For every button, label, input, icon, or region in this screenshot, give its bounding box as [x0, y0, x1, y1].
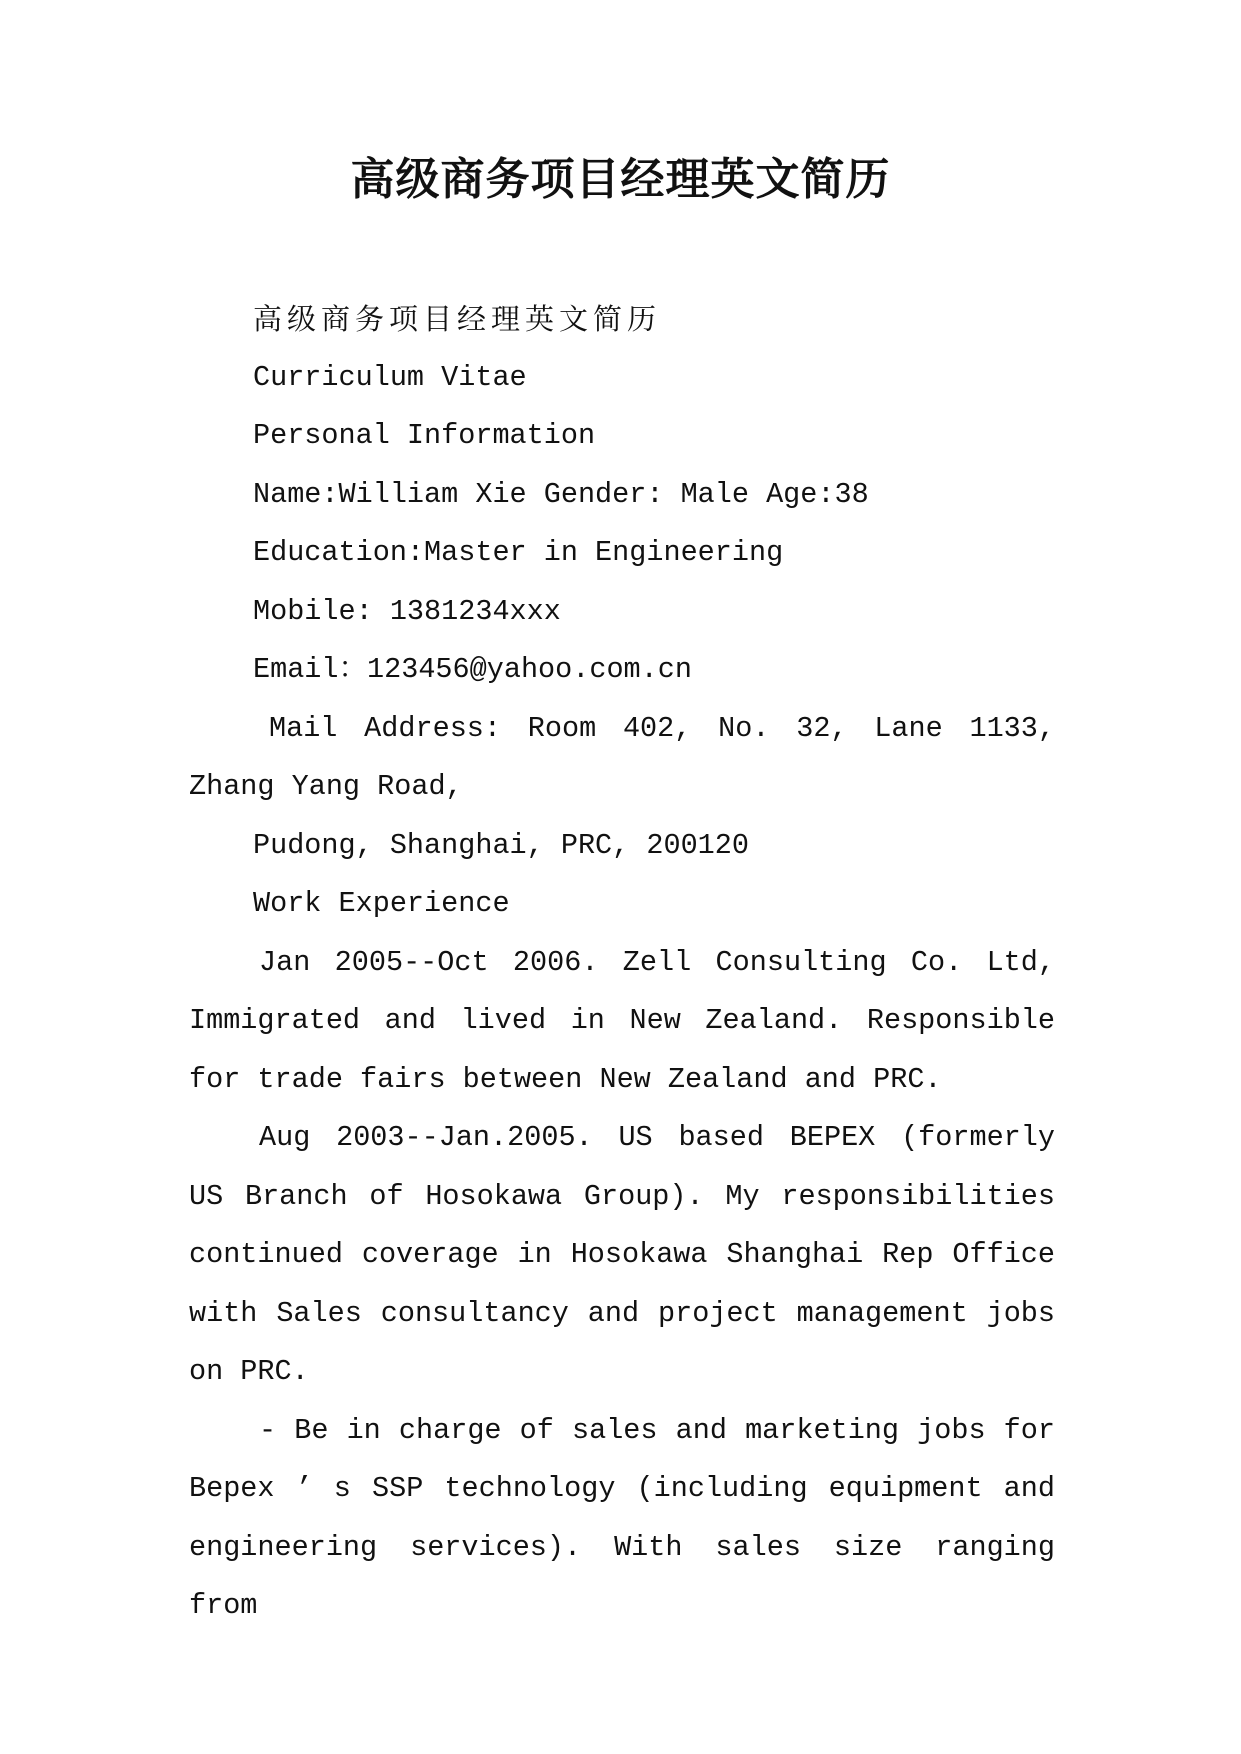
- document-body: [189, 290, 1055, 1636]
- personal-info-heading: Personal Information: [253, 419, 596, 452]
- email-line: Email：123456@yahoo.com.cn: [253, 653, 692, 686]
- education-line: Education:Master in Engineering: [253, 536, 784, 569]
- name-gender-age: Name:William Xie Gender: Male Age:38: [253, 477, 869, 511]
- job-zell-paragraph: Jan 2005--Oct 2006. Zell Consulting Co. Ltd, Immigrated and lived in New Zealand. Responsible for trade fairs between New Zealand and PRC.: [189, 945, 1055, 1096]
- job-bepex-paragraph: Aug 2003--Jan.2005. US based BEPEX (formerly US Branch of Hosokawa Group). My responsibilities continued coverage in Hosokawa Shanghai Rep Office with Sales consultancy and project management jobs on PRC.: [189, 1121, 1055, 1388]
- work-experience-heading: Work Experience: [253, 887, 510, 920]
- document-title: 高级商务项目经理英文简历: [350, 154, 891, 205]
- city-line: Pudong, Shanghai, PRC, 200120: [253, 828, 749, 862]
- mobile-line: Mobile: 1381234xxx: [253, 594, 561, 628]
- cv-label: Curriculum Vitae: [253, 360, 527, 394]
- mail-address-paragraph: Mail Address: Room 402, No. 32, Lane 1133, Zhang Yang Road,: [189, 711, 1055, 803]
- heading-cn: 高级商务项目经理英文简历: [253, 302, 662, 336]
- bullet-sales-paragraph: - Be in charge of sales and marketing jobs for Bepex ’ s SSP technology (including equipment and engineering services). With sales size ranging from: [189, 1413, 1055, 1622]
